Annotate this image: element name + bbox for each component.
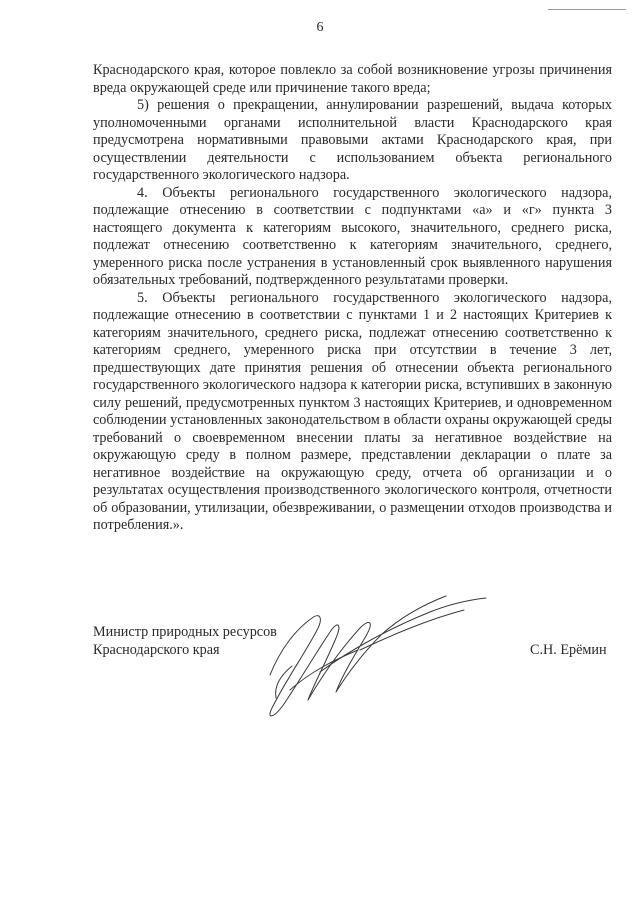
handwritten-signature — [250, 580, 500, 730]
header-rule — [548, 9, 626, 10]
paragraph-continuation: Краснодарского края, которое повлекло за собой возникновение угрозы причинения вреда окружающей среде или причинение такого вреда; — [93, 62, 612, 96]
paragraph-point-4: 4. Объекты регионального государственного экологического надзора, подлежащие отнесению в соответствии с подпунктами «а» и «г» пункта 3 настоящего документа к категориям высокого, значительного, среднего риска, подлежат отнесению соответственно к категориям значительного, среднего, умеренного риска после устранения в установленный срок выявленного нарушения обязательных требований, подтвержденного результатами проверки. — [93, 184, 612, 288]
page-number: 6 — [316, 20, 324, 35]
paragraph-item-5: 5) решения о прекращении, аннулировании разрешений, выдача которых уполномоченными органами исполнительной власти Краснодарского края предусмотрена нормативными правовыми актами Краснодарского края, при осуществлении деятельности с использованием объекта регионального государственного экологического надзора. — [93, 97, 612, 183]
signatory-title-line1: Министр природных ресурсов — [93, 624, 277, 640]
signatory-name: С.Н. Ерёмин — [530, 642, 607, 658]
document-body — [93, 62, 612, 535]
signatory-title-line2: Краснодарского края — [93, 642, 220, 658]
paragraph-point-5: 5. Объекты регионального государственного экологического надзора, подлежащие отнесению в соответствии с пунктами 1 и 2 настоящих Критериев к категориям значительного, среднего риска, подлежат отнесению соответственно к категориям среднего, умеренного риска при отсутствии в течение 3 лет, предшествующих дате принятия решения об отнесении объекта регионального государственного экологического надзора к категории риска, вступивших в законную силу решений, предусмотренных пунктом 3 настоящих Критериев, и одновременном соблюдении установленных законодательством в области охраны окружающей среды требований о своевременном внесении платы за негативное воздействие на окружающую среду в полном размере, представлении декларации о плате за негативное воздействие на окружающую среду, отчета об организации и о результатах осуществления производственного экологического контроля, отчетности об образовании, утилизации, обезвреживании, о размещении отходов производства и потребления.». — [93, 289, 612, 533]
